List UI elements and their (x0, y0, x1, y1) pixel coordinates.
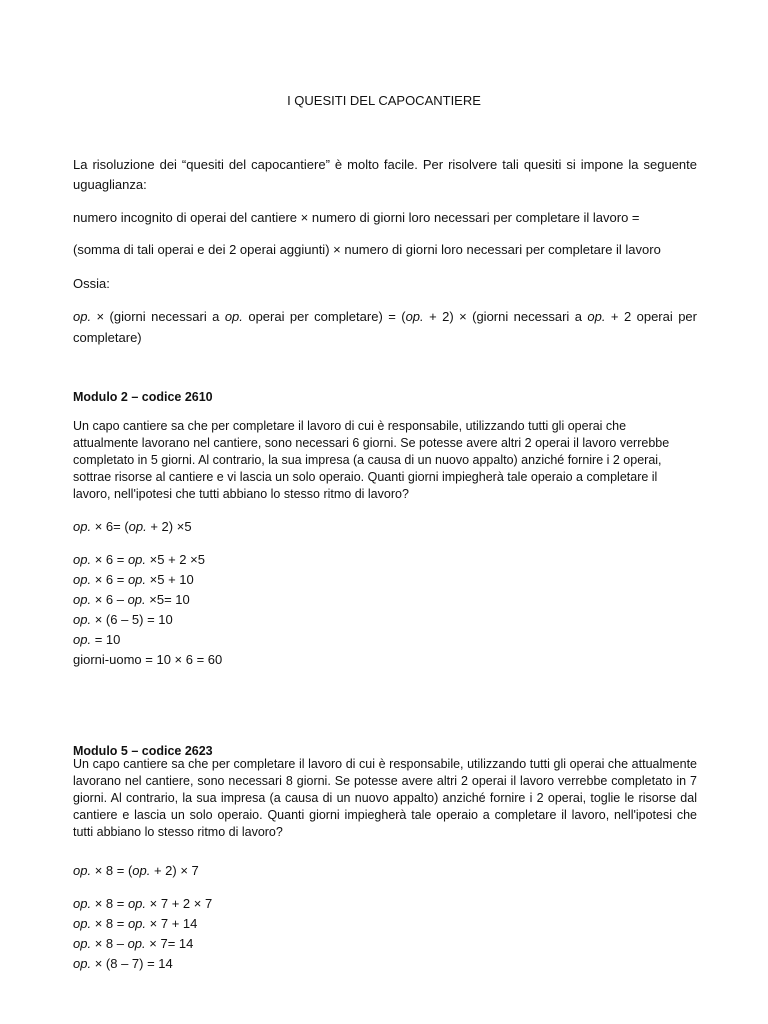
equation-text: ×5 + 10 (146, 572, 194, 587)
equation-text: × 6 = (91, 552, 128, 567)
modulo-5-equation (73, 861, 697, 881)
equation-text: × 6= ( (91, 519, 129, 534)
formula-part-1: × (giorni necessari a (91, 309, 225, 324)
modulo-5-heading: Modulo 5 – codice 2623 (73, 744, 213, 758)
modulo-2-problem-text: Un capo cantiere sa che per completare il lavoro di cui è responsabile, utilizzando tutti gli operai che attualmente lavorano nel cantiere, sono necessari 6 giorni. Se potesse avere altri 2 operai il lavoro verrebbe completato in 5 giorni. Al contrario, la sua impresa (a causa di un nuovo appalto) anziché fornire i 2 operai, sottrae risorse al cantiere e vi lascia un solo operaio. Quanti giorni impiegherà tale operaio a completare il lavoro, nell'ipotesi che tutti abbiano lo stesso ritmo di lavoro? (73, 419, 670, 501)
formula-part-4: + 2 operai per completare) (73, 309, 697, 345)
variable-op: op. (73, 592, 92, 607)
formula-op: op. (587, 309, 606, 324)
intro-paragraph-2: numero incognito di operai del cantiere × numero di giorni loro necessari per completare il lavoro = (73, 210, 640, 225)
variable-op: op. (73, 572, 92, 587)
solution-step (73, 570, 697, 590)
variable-op: op. (73, 863, 92, 878)
equation-text: × 6 – (91, 592, 128, 607)
solution-step (73, 590, 697, 610)
variable-op: op. (73, 519, 92, 534)
solution-step (73, 550, 697, 570)
solution-step (73, 610, 697, 630)
variable-op: op. (73, 632, 92, 647)
variable-op: op. (73, 896, 92, 911)
intro-paragraph-1: La risoluzione dei “quesiti del capocantiere” è molto facile. Per risolvere tali quesiti si impone la seguente uguaglianza: (73, 157, 697, 192)
equation-text: × 8 = (91, 916, 128, 931)
solution-step (73, 954, 697, 974)
equation-text: × (6 – 5) = 10 (91, 612, 173, 627)
variable-op: op. (73, 612, 92, 627)
intro-paragraph-3: (somma di tali operai e dei 2 operai aggiunti) × numero di giorni loro necessari per completare il lavoro (73, 242, 661, 257)
equation-text: × 7= 14 (145, 936, 194, 951)
formula-op: op. (405, 309, 424, 324)
equation-text: = 10 (91, 632, 121, 647)
variable-op: op. (128, 519, 147, 534)
formula-op: op. (73, 309, 92, 324)
equation-text: × 7 + 14 (146, 916, 198, 931)
variable-op: op. (73, 916, 92, 931)
variable-op: op. (127, 592, 146, 607)
variable-op: op. (127, 936, 146, 951)
solution-step (73, 914, 697, 934)
intro-paragraph-ossia: Ossia: (73, 276, 110, 291)
equation-text: ×5= 10 (145, 592, 190, 607)
modulo-2-solution-steps (73, 550, 697, 670)
solution-step (73, 630, 697, 650)
variable-op: op. (127, 572, 147, 587)
equation-text: + 2) ×5 (146, 519, 192, 534)
equation-text: × 6 = (91, 572, 128, 587)
equation-text: × 7 + 2 × 7 (146, 896, 213, 911)
formula-part-3: + 2) × (giorni necessari a (423, 309, 588, 324)
modulo-2-equation (73, 517, 697, 537)
variable-op: op. (73, 956, 92, 971)
variable-op: op. (127, 896, 147, 911)
formula-part-2: operai per completare) = ( (242, 309, 406, 324)
equation-text: × (8 – 7) = 14 (91, 956, 173, 971)
equation-text: + 2) × 7 (150, 863, 199, 878)
equation-text: × 8 = ( (91, 863, 133, 878)
modulo-2-heading: Modulo 2 – codice 2610 (73, 390, 213, 404)
general-formula (73, 306, 697, 348)
variable-op: op. (73, 936, 92, 951)
solution-step (73, 894, 697, 914)
variable-op: op. (127, 916, 147, 931)
variable-op: op. (127, 552, 147, 567)
equation-text: ×5 + 2 ×5 (146, 552, 205, 567)
equation-text: × 8 – (91, 936, 128, 951)
modulo-5-solution-steps (73, 894, 697, 974)
variable-op: op. (132, 863, 151, 878)
solution-step (73, 650, 697, 670)
formula-op: op. (224, 309, 243, 324)
variable-op: op. (73, 552, 92, 567)
solution-step (73, 934, 697, 954)
equation-text: × 8 = (91, 896, 128, 911)
modulo-5-problem-text: Un capo cantiere sa che per completare il lavoro di cui è responsabile, utilizzando tutti gli operai che attualmente lavorano nel cantiere, sono necessari 8 giorni. Se potesse avere altri 2 operai il lavoro verrebbe completato in 7 giorni. Al contrario, la sua impresa (a causa di un nuovo appalto) anziché fornire i 2 operai, toglie le risorse dal cantiere e lascia un solo operaio. Quanti giorni impiegherà tale operaio a completare il lavoro, nell'ipotesi che tutti abbiano lo stesso ritmo di lavoro? (73, 757, 697, 839)
equation-text: giorni-uomo = 10 × 6 = 60 (73, 652, 223, 667)
document-title: I QUESITI DEL CAPOCANTIERE (287, 93, 481, 108)
